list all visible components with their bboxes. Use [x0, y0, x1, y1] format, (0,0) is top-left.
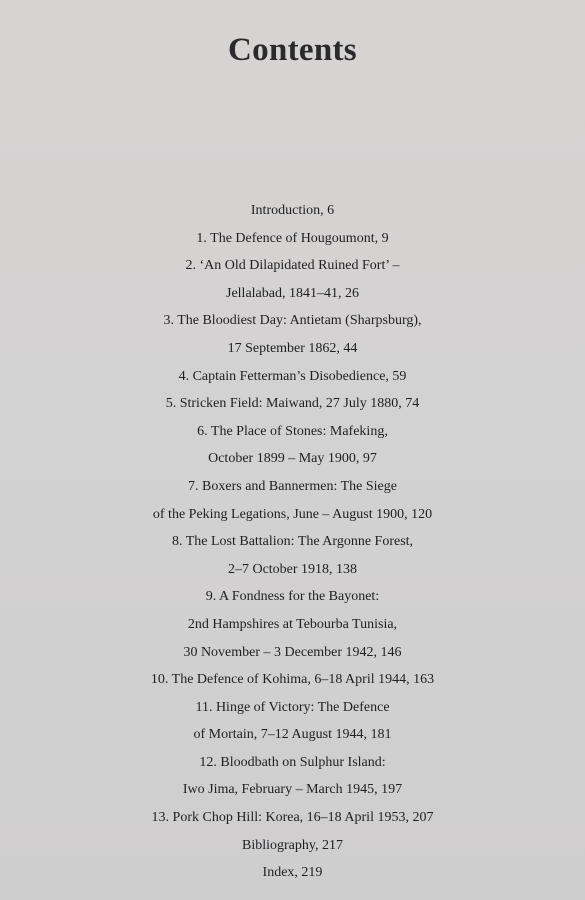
toc-entry-line: 7. Boxers and Bannermen: The Siege — [188, 478, 397, 494]
toc-entry-line: 12. Bloodbath on Sulphur Island: — [199, 754, 386, 770]
toc-entry — [0, 583, 585, 666]
toc-entry-line: 4. Captain Fetterman’s Disobedience, 59 — [178, 368, 407, 384]
page-title: Contents — [228, 32, 357, 69]
toc-entry-line: 30 November – 3 December 1942, 146 — [183, 644, 402, 660]
toc-entry-line: 6. The Place of Stones: Mafeking, — [197, 423, 388, 439]
toc-entry — [0, 390, 585, 418]
toc-entry-line: 2–7 October 1918, 138 — [227, 561, 358, 577]
toc-entry — [0, 859, 585, 887]
toc-entry-line: 5. Stricken Field: Maiwand, 27 July 1880, 74 — [165, 396, 420, 412]
toc-entry-line: 10. The Defence of Kohima, 6–18 April 1944, 163 — [150, 672, 435, 688]
toc-entry-line: October 1899 – May 1900, 97 — [208, 451, 377, 467]
toc-entry — [0, 252, 585, 307]
toc-entry — [0, 363, 585, 391]
toc-entry-line: 8. The Lost Battalion: The Argonne Forest, — [171, 534, 414, 550]
table-of-contents — [0, 197, 585, 887]
toc-entry — [0, 528, 585, 583]
toc-entry-line: 2nd Hampshires at Tebourba Tunisia, — [187, 616, 398, 632]
toc-entry — [0, 197, 585, 225]
toc-entry-line: 3. The Bloodiest Day: Antietam (Sharpsburg), — [163, 313, 422, 329]
toc-entry-line: 2. ‘An Old Dilapidated Ruined Fort’ – — [185, 258, 400, 274]
toc-entry-line: of the Peking Legations, June – August 1900, 120 — [152, 506, 433, 522]
toc-entry-line: Iwo Jima, February – March 1945, 197 — [182, 782, 403, 798]
toc-entry-line: of Mortain, 7–12 August 1944, 181 — [193, 727, 392, 743]
toc-entry-line: 1. The Defence of Hougoumont, 9 — [196, 230, 389, 246]
toc-entry-line: Bibliography, 217 — [242, 837, 343, 853]
toc-entry-line: 9. A Fondness for the Bayonet: — [205, 589, 380, 605]
toc-entry — [0, 804, 585, 832]
toc-entry-line: Jellalabad, 1841–41, 26 — [226, 285, 359, 301]
toc-entry — [0, 694, 585, 749]
toc-entry-line: Introduction, 6 — [250, 203, 335, 218]
toc-entry — [0, 832, 585, 860]
toc-entry-line: 17 September 1862, 44 — [227, 340, 358, 356]
toc-entry — [0, 418, 585, 473]
toc-entry-line: 11. Hinge of Victory: The Defence — [195, 699, 390, 715]
toc-entry — [0, 307, 585, 362]
toc-entry — [0, 666, 585, 694]
toc-entry — [0, 473, 585, 528]
toc-entry — [0, 749, 585, 804]
toc-entry — [0, 225, 585, 253]
toc-entry-line: Index, 219 — [262, 865, 323, 881]
toc-entry-line: 13. Pork Chop Hill: Korea, 16–18 April 1953, 207 — [151, 810, 434, 826]
